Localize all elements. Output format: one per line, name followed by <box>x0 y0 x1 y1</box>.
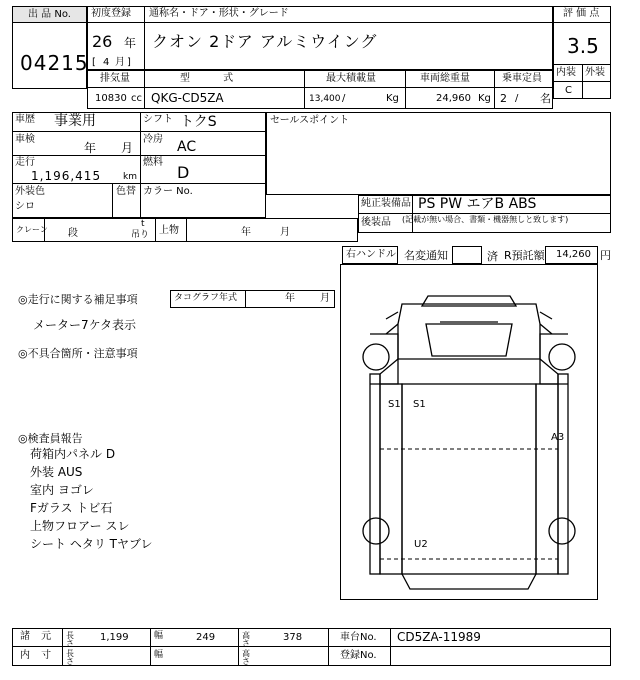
shift-label: シフト <box>143 114 173 125</box>
model-label: 型 式 <box>180 73 234 84</box>
year-unit: 年 <box>124 36 137 50</box>
history-label: 車歴 <box>15 114 35 125</box>
color-no-label: 色替 <box>116 186 136 197</box>
inspection-label: 車検 <box>15 134 35 145</box>
mileage-label: 走行 <box>15 157 35 168</box>
first-reg-label: 初度登録 <box>91 8 131 19</box>
height-value: 378 <box>283 632 303 643</box>
recycle-mark: 済 <box>487 250 498 263</box>
month-unit: 月 <box>115 57 125 68</box>
wheel-front-right <box>549 344 575 370</box>
gross-weight-value: 24,960 <box>436 93 471 104</box>
reg-label: 登録No. <box>340 650 377 661</box>
name-change-label: 名変通知 <box>404 249 448 262</box>
tacho-label: タコグラフ年式 <box>174 293 238 303</box>
report-line: 外装 AUS <box>30 465 83 479</box>
displacement-label: 排気量 <box>100 73 130 84</box>
report-line: 室内 ヨゴレ <box>30 483 94 497</box>
mileage-unit: km <box>123 172 137 182</box>
upper-month-unit: 月 <box>280 227 290 238</box>
mileage-value: 1,196,415 <box>31 169 102 183</box>
length-label: 長さ <box>66 631 74 648</box>
ext-color-value: シロ <box>15 201 35 212</box>
inspection-year-unit: 年 <box>84 141 97 155</box>
width-value: 249 <box>196 632 216 643</box>
crane-hang: 吊り <box>131 230 150 240</box>
crane-stage: 段 <box>68 228 78 239</box>
capacity-unit: 名 <box>540 92 551 105</box>
first-reg-year: 26 <box>92 32 113 51</box>
ac-label: 冷房 <box>143 134 163 145</box>
accessories-label: 後装品 <box>361 217 391 228</box>
inner-width-label: 幅 <box>154 650 164 660</box>
max-load-sep: / <box>342 93 346 104</box>
max-load-value: 13,400 <box>309 94 341 104</box>
chassis-label: 車台No. <box>340 632 377 643</box>
report-line: シート ヘタリ Tヤブレ <box>30 537 153 551</box>
rating-value: 3.5 <box>567 34 599 58</box>
inner-label: 内 寸 <box>20 650 52 661</box>
crane-ton: t <box>141 219 145 229</box>
damage-mark: S1 <box>413 399 426 410</box>
interior-label: 内装 <box>556 67 576 78</box>
report-line: Fガラス トビ石 <box>30 501 113 515</box>
first-reg-month: 4 <box>103 57 110 68</box>
wheel-rear-right <box>549 518 575 544</box>
damage-mark: A3 <box>551 432 565 443</box>
accessories-note: (記載が無い場合、書類・機器無しと致します) <box>402 215 569 224</box>
shift-value: トクS <box>180 114 217 130</box>
report-line: 上物フロアー スレ <box>30 519 130 533</box>
inner-length-label: 長さ <box>66 649 74 666</box>
color-code-label: カラー No. <box>143 186 193 197</box>
model-value: QKG-CD5ZA <box>151 91 224 105</box>
dims-label: 諸 元 <box>20 631 52 642</box>
right-handle: 右ハンドル <box>346 249 396 260</box>
displacement-unit: cc <box>131 93 142 104</box>
recycle-label: R預託額 <box>504 249 545 262</box>
fuel-label: 燃料 <box>143 157 163 168</box>
defects-title: ◎不具合箇所・注意事項 <box>18 347 138 360</box>
tacho-year-unit: 年 <box>285 293 295 304</box>
equipment-value: PS PW エアB ABS <box>418 196 537 212</box>
exterior-label: 外装 <box>585 67 605 78</box>
details-box <box>12 112 266 218</box>
fuel-value: D <box>177 163 190 182</box>
inner-height-label: 高さ <box>242 649 250 666</box>
capacity-sep: / <box>515 93 519 104</box>
selling-points-label: セールスポイント <box>270 115 350 126</box>
gross-weight-unit: Kg <box>478 93 491 104</box>
damage-mark: S1 <box>388 399 401 410</box>
wheel-rear-left <box>363 518 389 544</box>
rating-label: 評 価 点 <box>563 8 600 19</box>
max-load-label: 最大積載量 <box>326 73 376 84</box>
recycle-amount: 14,260 <box>556 249 591 260</box>
interior-grade: C <box>565 85 572 96</box>
lot-number: 04215 <box>20 51 89 75</box>
inspector-title: ◎検査員報告 <box>18 432 83 445</box>
name-label: 通称名・ドア・形状・グレード <box>149 8 289 19</box>
tacho-month-unit: 月 <box>320 293 330 304</box>
height-label: 高さ <box>242 631 250 648</box>
ext-color-label: 外装色 <box>15 186 45 197</box>
capacity-value: 2 <box>500 92 507 105</box>
inspection-month-unit: 月 <box>121 141 134 155</box>
ac-value: AC <box>177 139 197 155</box>
meter-note: メーター7ケタ表示 <box>33 318 137 332</box>
length-value: 1,199 <box>100 632 129 643</box>
equipment-label: 純正装備品 <box>361 198 411 209</box>
displacement-value: 10830 <box>95 93 127 104</box>
wheel-front-left <box>363 344 389 370</box>
windshield <box>426 324 512 356</box>
chassis-no: CD5ZA-11989 <box>397 630 481 644</box>
cab-outline <box>398 304 540 359</box>
crane-label: クレーン <box>16 225 48 234</box>
recycle-unit: 円 <box>600 249 611 262</box>
driving-notes-title: ◎走行に関する補足事項 <box>18 293 138 306</box>
max-load-unit: Kg <box>386 93 399 104</box>
car-name: クオン 2ドア アルミウイング <box>152 32 378 51</box>
history-value: 事業用 <box>54 113 96 129</box>
crane-box <box>12 218 358 242</box>
damage-mark: U2 <box>414 539 428 550</box>
report-line: 荷箱内パネル D <box>30 447 116 461</box>
upper-label: 上物 <box>159 225 179 236</box>
lot-label: 出 品 No. <box>28 9 71 20</box>
gross-weight-label: 車両総重量 <box>420 73 470 84</box>
name-change-box <box>452 246 482 264</box>
width-label: 幅 <box>154 631 164 641</box>
upper-year-unit: 年 <box>241 227 251 238</box>
capacity-label: 乗車定員 <box>502 73 542 84</box>
